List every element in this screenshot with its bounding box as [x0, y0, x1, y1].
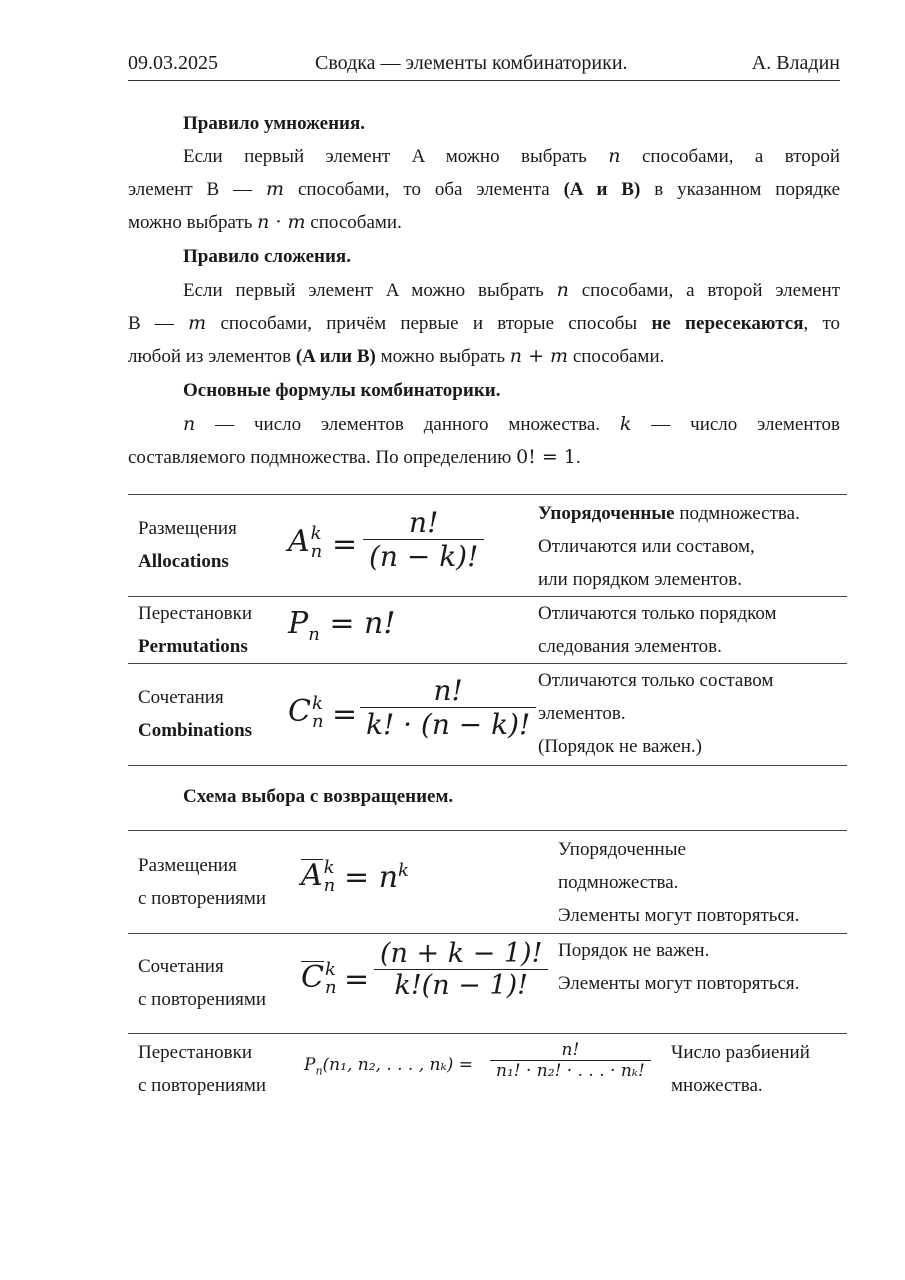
- equals-sign: =: [344, 962, 370, 997]
- basic-line-2: составляемого подмножества. По определению 0! = 1.: [128, 446, 581, 468]
- mult-rule-line-3: можно выбрать n · m способами.: [128, 211, 402, 233]
- repetition-formulas-table: [128, 830, 847, 1096]
- page-header: [128, 50, 840, 81]
- repeat-heading: Схема выбора с возвращением.: [183, 786, 454, 807]
- table-rule: [128, 1033, 847, 1034]
- basic-line-1: n — число элементов данного множества. k — число элементов: [183, 413, 841, 435]
- allocation-symbol: A k n: [288, 523, 323, 562]
- row-name-ru: Сочетания: [138, 687, 224, 708]
- row-name-1: Размещения: [138, 855, 237, 876]
- row-desc-3: или порядком элементов.: [538, 569, 742, 590]
- row-desc-3: (Порядок не важен.): [538, 736, 702, 757]
- header-date: 09.03.2025: [128, 52, 218, 74]
- row-name-2: с повторениями: [138, 989, 267, 1010]
- rep-permutation-fraction: $\frac{n!}{\text{n₁! · n₂! · . . . · nₖ!}}$: [490, 1040, 651, 1081]
- mult-rule-line-2: элемент B — m способами, то оба элемента (A и B) в указанном порядке: [128, 178, 841, 200]
- row-name-en: Allocations: [138, 551, 229, 572]
- row-desc-1: Число разбиений: [671, 1042, 810, 1063]
- rep-combination-fraction: $\frac{(n + k - 1)!}{k!(n - 1)!}$: [374, 938, 548, 1001]
- row-desc-1: Порядок не важен.: [558, 940, 710, 961]
- rep-allocation-rhs: = $n^k$: [344, 860, 409, 895]
- rep-combination-symbol: C k n: [301, 959, 337, 998]
- rep-permutation-lhs: $P_n(n_1$, n₂, . . . , nₖ) =: [304, 1055, 473, 1078]
- equals-sign: =: [332, 527, 358, 562]
- header-title: Сводка — элементы комбинаторики.: [315, 52, 628, 74]
- header-author: А. Владин: [751, 52, 840, 74]
- add-rule-line-2: B — m способами, причём первые и вторые способы не пересекаются, то: [128, 312, 841, 334]
- basic-heading: Основные формулы комбинаторики.: [183, 380, 501, 401]
- add-rule-line-1: Если первый элемент A можно выбрать n способами, а второй элемент: [183, 279, 841, 301]
- row-desc-2: Элементы могут повторяться.: [558, 973, 800, 994]
- row-name-1: Перестановки: [138, 1042, 252, 1063]
- row-name-2: с повторениями: [138, 888, 267, 909]
- table-rule: [128, 830, 847, 831]
- row-desc-2: Отличаются или составом,: [538, 536, 755, 557]
- row-desc-1: Упорядоченные: [558, 839, 686, 860]
- equals-sign: =: [332, 697, 358, 732]
- mult-rule-line-1: Если первый элемент A можно выбрать n способами, а второй: [183, 145, 841, 167]
- permutation-formula: $P_n = n$!: [288, 606, 396, 645]
- basic-formulas-table: [128, 494, 847, 766]
- add-rule-line-3: любой из элементов (A или B) можно выбрать n + m способами.: [128, 345, 665, 367]
- table-rule: [128, 494, 847, 495]
- row-desc-2: множества.: [671, 1075, 763, 1096]
- row-desc-2: элементов.: [538, 703, 626, 724]
- row-name-2: с повторениями: [138, 1075, 267, 1096]
- table-rule: [128, 933, 847, 934]
- row-name-1: Сочетания: [138, 956, 224, 977]
- mult-rule-heading: Правило умножения.: [183, 113, 366, 134]
- row-desc-1: Отличаются только составом: [538, 670, 774, 691]
- row-name-en: Permutations: [138, 636, 248, 657]
- row-desc-3: Элементы могут повторяться.: [558, 905, 800, 926]
- row-desc-1: Отличаются только порядком: [538, 603, 777, 624]
- row-name-ru: Размещения: [138, 518, 237, 539]
- row-name-en: Combinations: [138, 720, 253, 741]
- row-desc-1: Упорядоченные подмножества.: [538, 503, 800, 524]
- allocation-fraction: $\frac{n!}{(n - k)!}$: [363, 506, 484, 573]
- combination-symbol: C k n: [288, 693, 324, 732]
- rep-allocation-symbol: A k n: [301, 857, 336, 896]
- table-rule: [128, 765, 847, 766]
- combination-fraction: $\frac{n!}{k! \cdot (n - k)!}$: [360, 674, 536, 741]
- row-name-ru: Перестановки: [138, 603, 252, 624]
- add-rule-heading: Правило сложения.: [183, 246, 351, 267]
- row-desc-2: следования элементов.: [538, 636, 722, 657]
- row-desc-2: подмножества.: [558, 872, 679, 893]
